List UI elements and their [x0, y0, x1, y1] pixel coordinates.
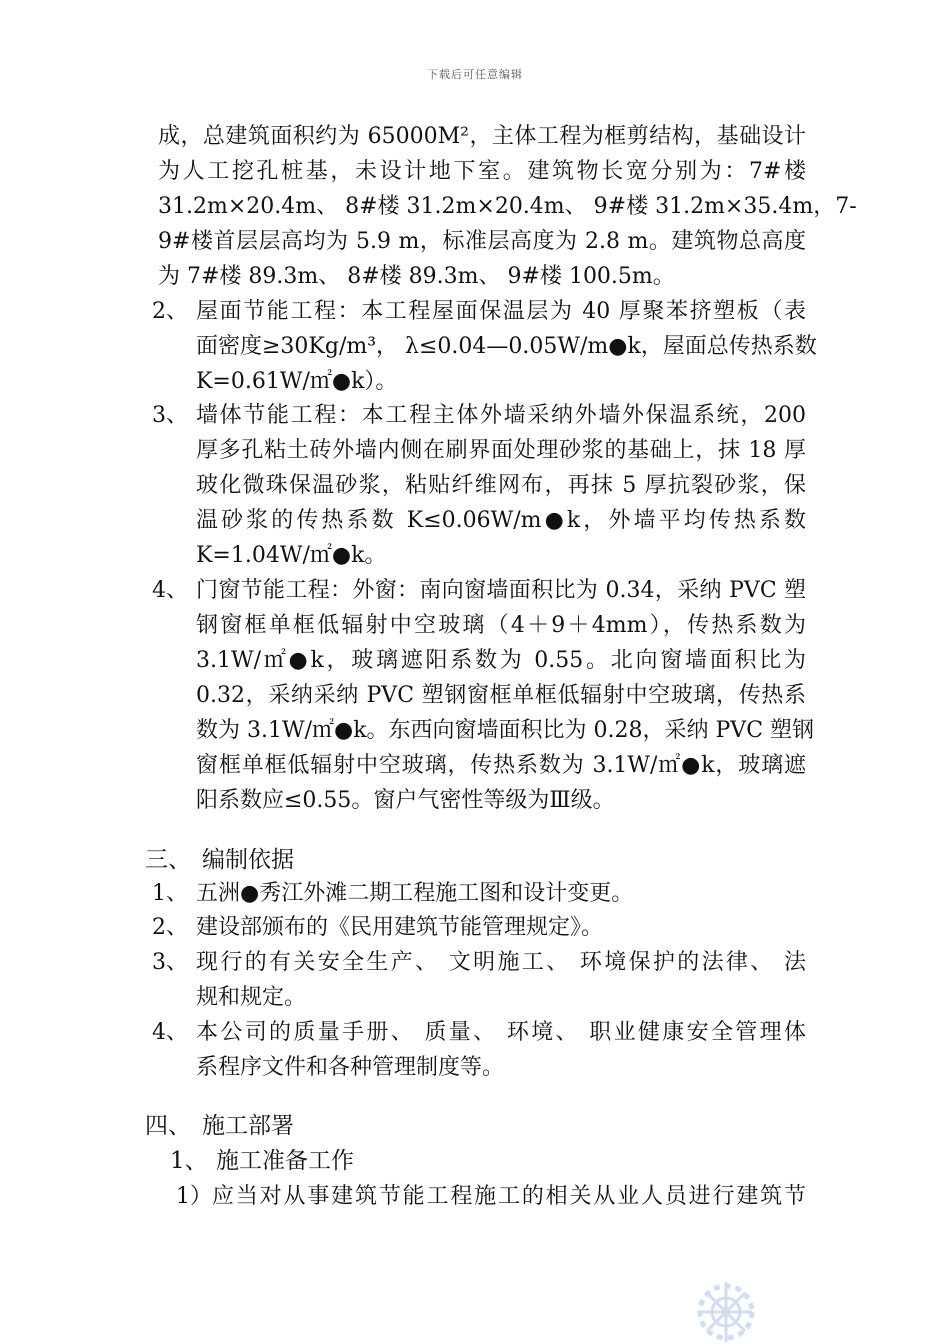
list-item-line: K=1.04W/㎡●k。 [196, 543, 387, 568]
list-item-line: 3.1W/㎡●k，玻璃遮阳系数为 0.55。北向窗墙面积比为 [196, 648, 806, 673]
snowflake-watermark-icon [690, 1272, 762, 1344]
subsection-number: 1、 [170, 1148, 208, 1174]
list-item-line: 系程序文件和各种管理制度等。 [196, 1055, 505, 1080]
list-item-line: 窗框单框低辐射中空玻璃，传热系数为 3.1W/㎡●k，玻璃遮 [196, 753, 806, 778]
list-number: 2、 [152, 299, 188, 324]
list-item-line: 规和规定。 [196, 985, 307, 1010]
list-number: 2、 [152, 915, 188, 940]
list-item-line: 0.32，采纳采纳 PVC 塑钢窗框单框低辐射中空玻璃，传热系 [196, 683, 806, 708]
section-number: 四、 [145, 1113, 191, 1139]
list-number: 3、 [152, 403, 188, 428]
list-item-line: 应当对从事建筑节能工程施工的相关从业人员进行建筑节 [212, 1184, 806, 1209]
paragraph-line: 9#楼首层层高均为 5.9 m，标准层高度为 2.8 m。建筑物总高度 [158, 229, 806, 254]
paragraph-line: 为 7#楼 89.3m、 8#楼 89.3m、 9#楼 100.5m。 [158, 264, 675, 289]
list-item-line: 钢窗框单框低辐射中空玻璃（4＋9＋4mm），传热系数为 [196, 613, 806, 638]
list-item-line: 面密度≥30Kg/m³， λ≤0.04—0.05W/m●k，屋面总传热系数 [196, 334, 817, 359]
section-title: 施工部署 [202, 1113, 294, 1139]
paragraph-line: 成，总建筑面积约为 65000M²，主体工程为框剪结构，基础设计 [158, 124, 806, 149]
list-number: 1、 [152, 881, 188, 906]
list-number: 1） [176, 1184, 212, 1209]
section-title: 编制依据 [202, 847, 294, 873]
list-number: 4、 [152, 1020, 188, 1045]
list-number: 3、 [152, 950, 188, 975]
subsection-title: 施工准备工作 [216, 1148, 354, 1174]
list-item-line: 屋面节能工程：本工程屋面保温层为 40 厚聚苯挤塑板（表 [196, 299, 806, 324]
list-item-line: 现行的有关安全生产、 文明施工、 环境保护的法律、 法 [196, 950, 806, 975]
list-item-line: 数为 3.1W/㎡●k。东西向窗墙面积比为 0.28，采纳 PVC 塑钢 [196, 718, 815, 743]
page-header: 下载后可任意编辑 [427, 68, 523, 81]
list-item-line: 厚多孔粘土砖外墙内侧在刷界面处理砂浆的基础上，抹 18 厚 [196, 438, 806, 463]
paragraph-line: 31.2m×20.4m、 8#楼 31.2m×20.4m、 9#楼 31.2m×35.4m，7- [158, 194, 857, 219]
list-item-line: K=0.61W/㎡●k）。 [196, 369, 398, 394]
list-item-line: 墙体节能工程：本工程主体外墙采纳外墙外保温系统，200 [196, 403, 806, 428]
section-number: 三、 [145, 847, 191, 873]
list-item-line: 五洲●秀江外滩二期工程施工图和设计变更。 [196, 881, 634, 906]
list-item-line: 玻化微珠保温砂浆，粘贴纤维网布，再抹 5 厚抗裂砂浆，保 [196, 473, 806, 498]
list-item-line: 建设部颁布的《民用建筑节能管理规定》。 [196, 915, 604, 940]
paragraph-line: 为人工挖孔桩基，未设计地下室。建筑物长宽分别为：7#楼 [158, 159, 806, 184]
list-item-line: 阳系数应≤0.55。窗户气密性等级为Ⅲ级。 [196, 788, 615, 813]
list-item-line: 门窗节能工程：外窗：南向窗墙面积比为 0.34，采纳 PVC 塑 [196, 578, 806, 603]
list-item-line: 温砂浆的传热系数 K≤0.06W/m●k，外墙平均传热系数 [196, 508, 806, 533]
list-item-line: 本公司的质量手册、 质量、 环境、 职业健康安全管理体 [196, 1020, 806, 1045]
list-number: 4、 [152, 578, 188, 603]
